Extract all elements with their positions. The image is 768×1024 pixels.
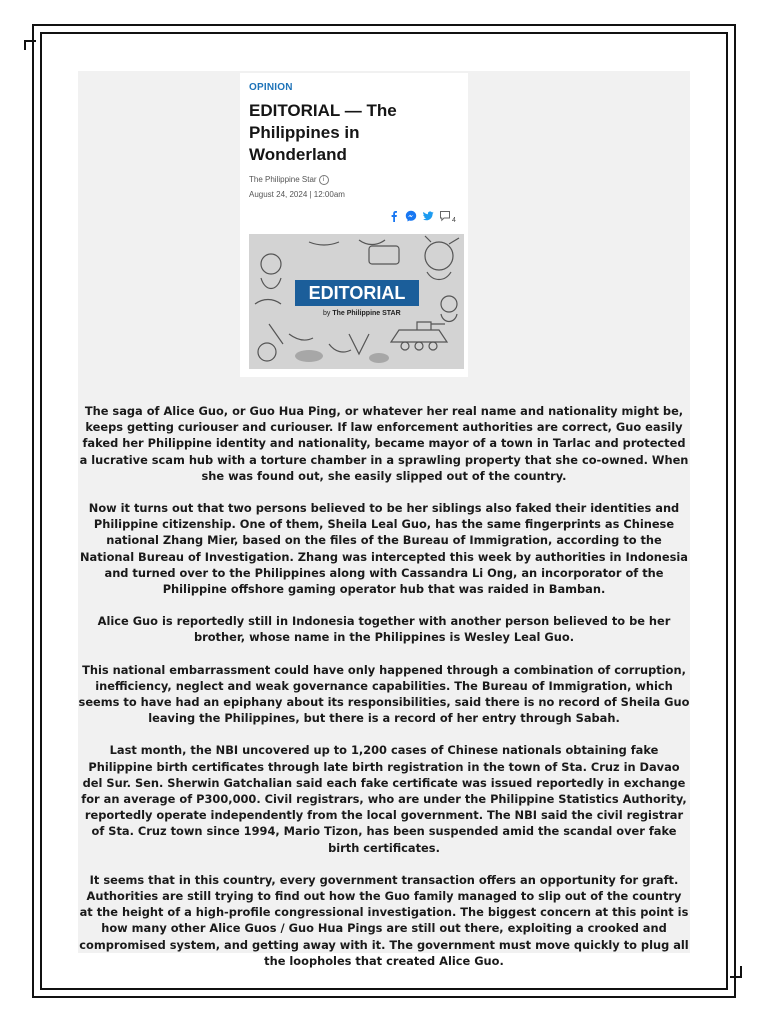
article-paragraph: Now it turns out that two persons believed to be her siblings also faked their identities and Philippine citizenship. One of them, Sheila Leal Guo, has the same fingerprints as Chinese national Zhang Mier, based on the files of the Bureau of Immigration, according to the National Bureau of Investigation. Zhang was intercepted this week by authorities in Indonesia and turned over to the Philippines along with Cassandra Li Ong, an incorporator of the Philippine offshore gaming operator hub that was raided in Bamban. xyxy=(80,501,688,597)
article-paragraph: This national embarrassment could have only happened through a combination of corruption, inefficiency, neglect and weak governance capabilities. The Bureau of Immigration, which seems to have had an epiphany about its responsibilities, said there is no record of Sheila Guo leaving the Philippines, but there is a record of her entry through Sabah. xyxy=(78,662,690,726)
article-date: August 24, 2024 | 12:00am xyxy=(249,190,345,199)
messenger-icon[interactable] xyxy=(405,210,417,222)
section-kicker[interactable]: OPINION xyxy=(249,82,293,93)
article-source xyxy=(249,175,329,185)
comment-count: 4 xyxy=(452,216,456,224)
editorial-banner: EDITORIAL xyxy=(295,280,419,306)
byline-prefix: by xyxy=(323,310,333,317)
facebook-icon[interactable] xyxy=(388,210,400,222)
info-icon[interactable]: i xyxy=(319,175,329,185)
editorial-byline xyxy=(323,310,401,317)
hero-image xyxy=(249,234,464,369)
article-paragraph: The saga of Alice Guo, or Guo Hua Ping, or whatever her real name and nationality might be, keeps getting curiouser and curiouser. If law enforcement authorities are correct, Guo easily faked her Philippine identity and nationality, became mayor of a town in Tarlac and protected a lucrative scam hub with a torture chamber in a sprawling property that she co-owned. When she was found out, she easily slipped out of the country. xyxy=(79,404,689,483)
article-body xyxy=(78,403,690,985)
share-bar xyxy=(388,209,456,223)
byline-name: The Philippine STAR xyxy=(332,310,401,317)
border-tick xyxy=(740,966,742,978)
article-headline[interactable]: EDITORIAL — The Philippines in Wonderland xyxy=(249,101,397,164)
article-paragraph: Last month, the NBI uncovered up to 1,200 cases of Chinese nationals obtaining fake Philippine birth certificates through late birth registration in the town of Sta. Cruz in Davao del Sur. Sen. Sherwin Gatchalian said each fake certificate was issued reportedly in exchange for an average of P300,000. Civil registrars, who are under the Philippine Statistics Authority, reportedly operate independently from the local government. The NBI said the civil registrar of Sta. Cruz town since 1994, Mario Tizon, has been suspended amid the scandal over fake birth certificates. xyxy=(81,743,687,855)
article-paragraph: Alice Guo is reportedly still in Indonesia together with another person believed to be her brother, whose name in the Philippines is Wesley Leal Guo. xyxy=(97,614,671,645)
source-name[interactable]: The Philippine Star xyxy=(249,175,317,185)
article-card[interactable] xyxy=(240,73,468,377)
comment-icon[interactable] xyxy=(439,210,451,222)
twitter-icon[interactable] xyxy=(422,210,434,222)
article-paragraph: It seems that in this country, every government transaction offers an opportunity for graft. Authorities are still trying to find out how the Guo family managed to slip out of the country at the height of a high-profile congressional investigation. The biggest concern at this point is how many other Alice Guos / Guo Hua Pings are still out there, exploiting a crooked and compromised system, and getting away with it. The government must move quickly to plug all the loopholes that created Alice Guo. xyxy=(79,872,689,968)
border-tick xyxy=(24,40,26,50)
